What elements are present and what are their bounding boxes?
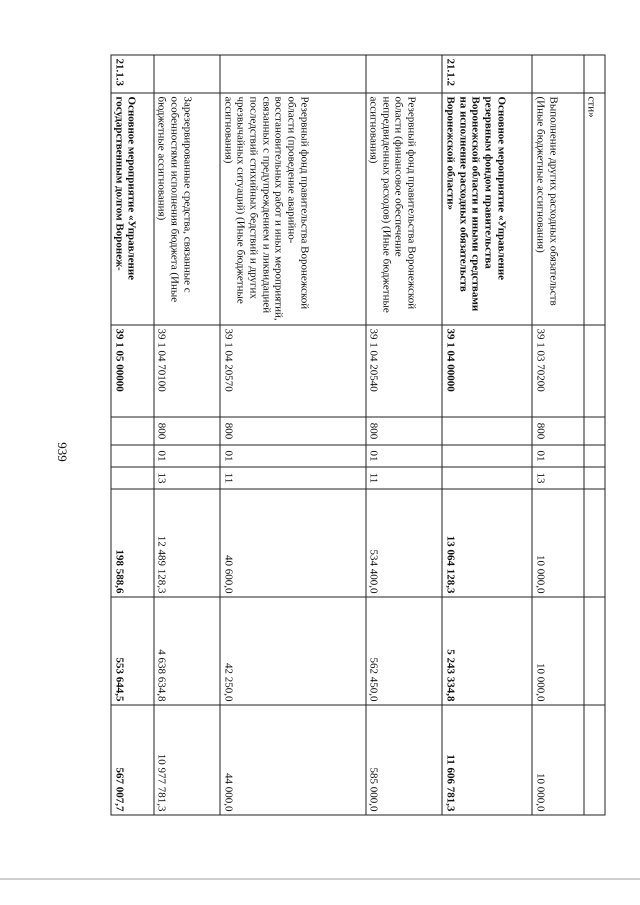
page-bottom-rule bbox=[0, 878, 640, 880]
row-code: 39 1 04 00000 bbox=[442, 325, 532, 417]
row-name: Выполнение других расходных обязательств (Иные бюджетные ассигнования) bbox=[532, 93, 583, 325]
row-rz: 01 bbox=[532, 445, 583, 467]
row-grbs bbox=[583, 417, 604, 445]
row-value-2: 553 644,5 bbox=[111, 597, 154, 705]
table-row bbox=[532, 55, 583, 815]
row-value-3: 585 000,0 bbox=[365, 705, 442, 815]
row-code: 39 1 04 20570 bbox=[220, 325, 365, 417]
row-pr: 11 bbox=[220, 467, 365, 489]
row-value-2: 42 250,0 bbox=[220, 597, 365, 705]
row-grbs: 800 bbox=[532, 417, 583, 445]
row-value-1 bbox=[583, 489, 604, 597]
row-index bbox=[220, 55, 365, 93]
rotated-table-frame bbox=[110, 54, 605, 814]
row-value-1: 13 064 128,3 bbox=[442, 489, 532, 597]
row-value-2: 5 243 334,8 bbox=[442, 597, 532, 705]
row-index: 21.1.3 bbox=[111, 55, 154, 93]
row-name: Резервный фонд правительства Воронежской области (проведение аварийно-восстановительных работ и иных мероприятий, связанных с предупреждением и ликвидацией последствий стихийных бедствий и других чрезвычайных ситуаций) (Иные бюджетные ассигнования) bbox=[220, 93, 365, 325]
row-value-1: 534 400,0 bbox=[365, 489, 442, 597]
row-value-3: 567 007,7 bbox=[111, 705, 154, 815]
row-index bbox=[365, 55, 442, 93]
row-code: 39 1 03 70200 bbox=[532, 325, 583, 417]
row-rz bbox=[442, 445, 532, 467]
row-rz bbox=[111, 445, 154, 467]
row-name: Зарезервированные средства, связанные с особенностями исполнения бюджета (Иные бюджетные ассигнования) bbox=[153, 93, 219, 325]
row-value-1: 12 489 128,3 bbox=[153, 489, 219, 597]
row-code: 39 1 05 00000 bbox=[111, 325, 154, 417]
row-grbs bbox=[442, 417, 532, 445]
row-name: Резервный фонд правительства Воронежской области (финансовое обеспечение непредвиденных расходов) (Иные бюджетные ассигнования) bbox=[365, 93, 442, 325]
row-pr bbox=[111, 467, 154, 489]
row-value-2 bbox=[583, 597, 604, 705]
table-row bbox=[365, 55, 442, 815]
row-pr: 13 bbox=[532, 467, 583, 489]
row-pr: 11 bbox=[365, 467, 442, 489]
row-grbs: 800 bbox=[153, 417, 219, 445]
table-row bbox=[442, 55, 532, 815]
budget-table bbox=[110, 54, 605, 815]
table-row bbox=[583, 55, 604, 815]
row-value-1: 40 600,0 bbox=[220, 489, 365, 597]
row-pr bbox=[583, 467, 604, 489]
table-row bbox=[153, 55, 219, 815]
row-code bbox=[583, 325, 604, 417]
table-inner bbox=[110, 54, 605, 814]
row-name: Основное мероприятие «Управление государственным долгом Воронеж- bbox=[111, 93, 154, 325]
row-name: сти» bbox=[583, 93, 604, 325]
row-index bbox=[583, 55, 604, 93]
row-grbs bbox=[111, 417, 154, 445]
page-number: 939 bbox=[55, 442, 70, 462]
row-rz: 01 bbox=[365, 445, 442, 467]
row-pr bbox=[442, 467, 532, 489]
row-rz bbox=[583, 445, 604, 467]
row-value-1: 198 588,6 bbox=[111, 489, 154, 597]
row-index: 21.1.2 bbox=[442, 55, 532, 93]
row-value-3: 44 000,0 bbox=[220, 705, 365, 815]
row-index bbox=[532, 55, 583, 93]
row-value-2: 10 000,0 bbox=[532, 597, 583, 705]
row-code: 39 1 04 20540 bbox=[365, 325, 442, 417]
row-name: Основное мероприятие «Управление резервным фондом правительства Воронежской области и иными средствами на исполнение расходных обязательств Воронежской области» bbox=[442, 93, 532, 325]
row-value-2: 4 638 634,8 bbox=[153, 597, 219, 705]
row-rz: 01 bbox=[153, 445, 219, 467]
table-row bbox=[220, 55, 365, 815]
row-value-2: 562 450,0 bbox=[365, 597, 442, 705]
row-value-1: 10 000,0 bbox=[532, 489, 583, 597]
row-value-3 bbox=[583, 705, 604, 815]
row-pr: 13 bbox=[153, 467, 219, 489]
row-grbs: 800 bbox=[365, 417, 442, 445]
row-rz: 01 bbox=[220, 445, 365, 467]
row-value-3: 10 977 781,3 bbox=[153, 705, 219, 815]
table-row bbox=[111, 55, 154, 815]
row-index bbox=[153, 55, 219, 93]
row-code: 39 1 04 70100 bbox=[153, 325, 219, 417]
row-grbs: 800 bbox=[220, 417, 365, 445]
row-value-3: 10 000,0 bbox=[532, 705, 583, 815]
row-value-3: 11 606 781,3 bbox=[442, 705, 532, 815]
